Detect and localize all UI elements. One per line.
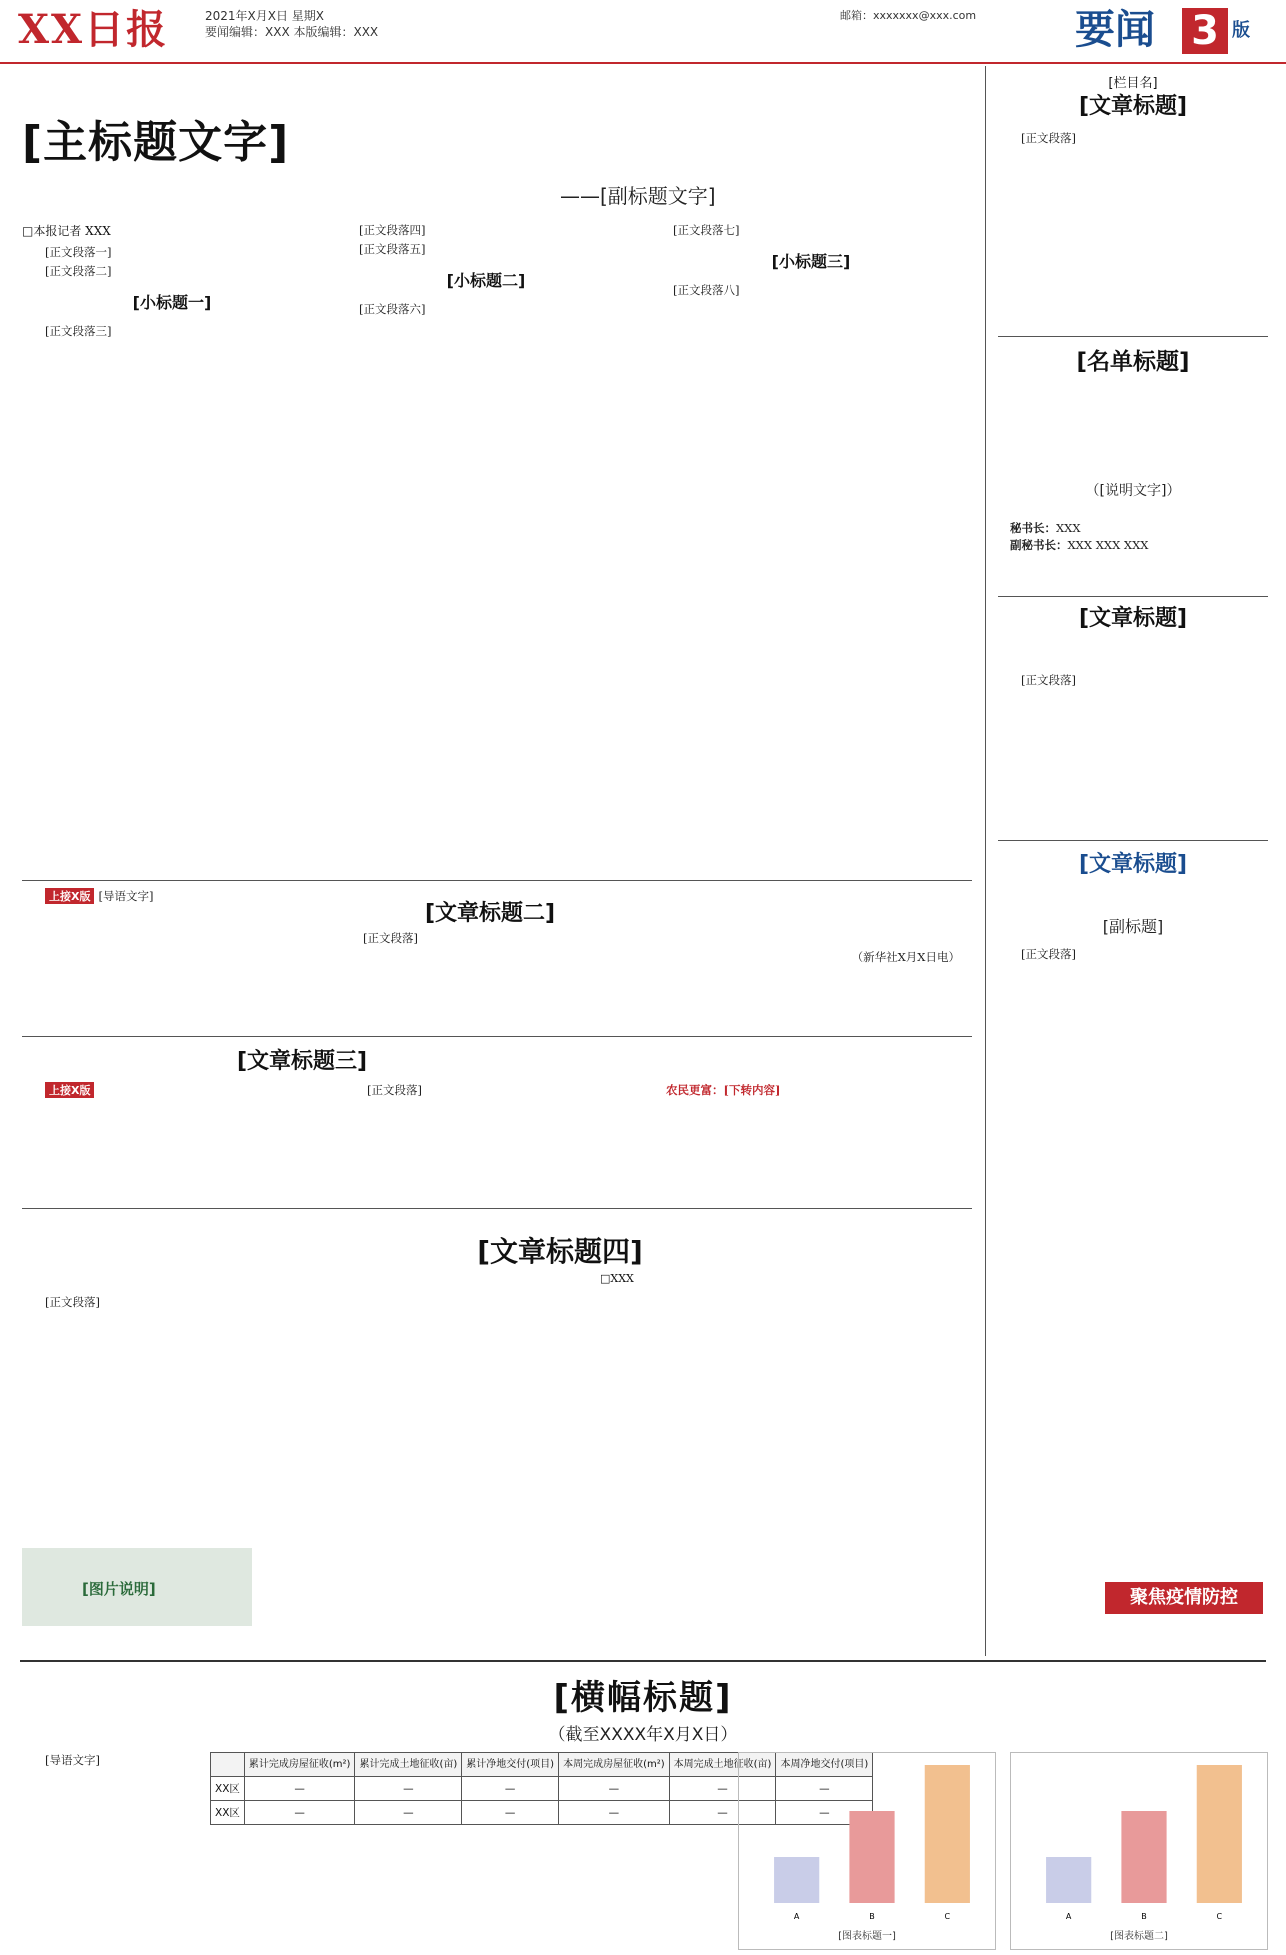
paragraph: [正文段落五] <box>359 242 426 256</box>
paragraph: [正文段落] <box>367 1083 422 1097</box>
lead-column-3 <box>650 222 972 872</box>
paragraph: [正文段落七] <box>673 223 740 237</box>
chart-2-svg <box>1011 1753 1267 1923</box>
role-label: 副秘书长： <box>1010 538 1068 552</box>
divider <box>20 1660 1266 1662</box>
table-header: 累计完成土地征收(亩) <box>355 1753 462 1777</box>
divider <box>22 880 972 881</box>
article4-photo-caption: [图片说明] <box>82 1580 156 1598</box>
table-cell: — <box>355 1801 462 1825</box>
table-cell: — <box>462 1801 559 1825</box>
bar <box>1046 1857 1091 1903</box>
paragraph: [正文段落三] <box>45 324 112 338</box>
article2-lead-text: [导语文字] <box>98 889 154 903</box>
bottom-intro-text: [导语文字] <box>45 1753 100 1767</box>
lead-column-2 <box>336 222 636 872</box>
right1-kicker: [栏目名] <box>1108 76 1158 91</box>
bottom-date: （截至XXXX年X月X日） <box>548 1725 738 1745</box>
contact-line: 邮箱：xxxxxxx@xxx.com <box>840 9 977 22</box>
bar-category-label: B <box>869 1912 875 1921</box>
table-cell: — <box>559 1801 670 1825</box>
table-header: 本周净地交付(项目) <box>776 1753 873 1777</box>
paragraph: [正文段落] <box>1021 947 1076 961</box>
article3-title: [文章标题三] <box>236 1049 368 1074</box>
table-cell: — <box>669 1777 776 1801</box>
divider <box>22 1036 972 1037</box>
page-unit: 版 <box>1232 20 1250 41</box>
table-header: 本周完成房屋征收(m²) <box>559 1753 670 1777</box>
masthead-contact <box>840 8 976 23</box>
table-cell: — <box>669 1801 776 1825</box>
paragraph: [正文段落] <box>1021 131 1076 145</box>
table-cell: XX区 <box>211 1777 245 1801</box>
paragraph: [正文段落八] <box>673 283 740 297</box>
table-cell: — <box>355 1777 462 1801</box>
role-line <box>1010 537 1260 554</box>
table-cell: — <box>244 1801 355 1825</box>
lead-headline: [主标题文字] <box>22 117 290 168</box>
bar-category-label: A <box>793 1912 800 1921</box>
section-name: 要闻 <box>1075 7 1155 53</box>
table-cell: XX区 <box>211 1801 245 1825</box>
paragraph: [正文段落二] <box>45 264 112 278</box>
divider <box>22 1208 972 1209</box>
bar-category-label: C <box>1216 1912 1223 1921</box>
lead-subtitle-3: [小标题三] <box>771 252 851 271</box>
article2-lead <box>22 888 332 1028</box>
paragraph: [正文段落] <box>45 1295 100 1309</box>
right2-sub: （[说明文字]） <box>1085 483 1181 499</box>
lead-subtitle-1: [小标题一] <box>132 293 212 312</box>
chart-2-title: [图表标题二] <box>1110 1931 1168 1942</box>
date-line: 2021年X月X日 星期X <box>205 9 325 23</box>
bar <box>1197 1765 1242 1903</box>
newspaper-logo: XX日报 <box>18 6 169 53</box>
chart-1-svg <box>739 1753 995 1923</box>
table-cell: — <box>462 1777 559 1801</box>
table-header: 累计完成房屋征收(m²) <box>244 1753 355 1777</box>
chart-2 <box>1010 1752 1268 1950</box>
article4-title: [文章标题四] <box>477 1235 643 1268</box>
right4-sub: [副标题] <box>1102 917 1164 936</box>
article2-title: [文章标题二] <box>424 901 556 926</box>
paragraph: [正文段落一] <box>45 245 112 259</box>
right2-list <box>1010 520 1260 588</box>
table-cell: — <box>559 1777 670 1801</box>
table-cell: — <box>776 1777 873 1801</box>
article3-body <box>22 1082 972 1202</box>
article4-photo <box>22 1548 252 1626</box>
bottom-intro <box>22 1752 202 1942</box>
table-header: 累计净地交付(项目) <box>462 1753 559 1777</box>
bar <box>925 1765 970 1903</box>
paragraph: [正文段落] <box>363 931 418 945</box>
bar-category-label: C <box>944 1912 951 1921</box>
column-divider <box>985 66 986 1656</box>
table-header: 本周完成土地征收(亩) <box>669 1753 776 1777</box>
divider <box>998 336 1268 337</box>
right2-title: [名单标题] <box>1076 349 1190 375</box>
article2-source: （新华社X月X日电） <box>851 950 960 964</box>
bar <box>774 1857 819 1903</box>
paragraph: [正文段落六] <box>359 302 426 316</box>
right3-body <box>998 672 1268 832</box>
table-cell: — <box>776 1801 873 1825</box>
role-line <box>1010 520 1260 537</box>
lead-byline: □本报记者 XXX <box>22 224 111 238</box>
article3-ref: 农民更富：[下转内容] <box>666 1083 781 1097</box>
lead-subtitle-2: [小标题二] <box>446 271 526 290</box>
role-names: XXX <box>1056 521 1081 535</box>
masthead-info <box>205 8 378 40</box>
paragraph: [正文段落] <box>1021 673 1076 687</box>
table-header <box>211 1753 245 1777</box>
right1-title: [文章标题] <box>1078 94 1188 119</box>
bar <box>849 1811 894 1903</box>
bottom-banner: [横幅标题] <box>553 1678 733 1718</box>
lead-column-1 <box>22 244 322 874</box>
right4-body <box>998 946 1268 1576</box>
bar-category-label: B <box>1141 1912 1147 1921</box>
divider <box>998 596 1268 597</box>
bar-category-label: A <box>1065 1912 1072 1921</box>
page-number: 3 <box>1182 8 1228 54</box>
article4-byline: □XXX <box>600 1272 634 1285</box>
right3-title: [文章标题] <box>1078 606 1188 631</box>
focus-tag: 聚焦疫情防控 <box>1105 1582 1263 1614</box>
article2-tag: 上接X版 <box>45 888 94 904</box>
article3-tag: 上接X版 <box>45 1082 94 1098</box>
role-names: XXX XXX XXX <box>1067 538 1149 552</box>
article2-body <box>340 930 960 1028</box>
table-cell: — <box>244 1777 355 1801</box>
chart-1-title: [图表标题一] <box>838 1931 896 1942</box>
paragraph: [正文段落四] <box>359 223 426 237</box>
bar <box>1121 1811 1166 1903</box>
right1-body <box>998 130 1268 330</box>
editor-line: 要闻编辑：XXX 本版编辑：XXX <box>205 25 379 39</box>
right4-title: [文章标题] <box>1078 852 1188 877</box>
lead-subhead: ——[副标题文字] <box>560 184 716 208</box>
role-label: 秘书长： <box>1010 521 1056 535</box>
divider <box>998 840 1268 841</box>
chart-1 <box>738 1752 996 1950</box>
